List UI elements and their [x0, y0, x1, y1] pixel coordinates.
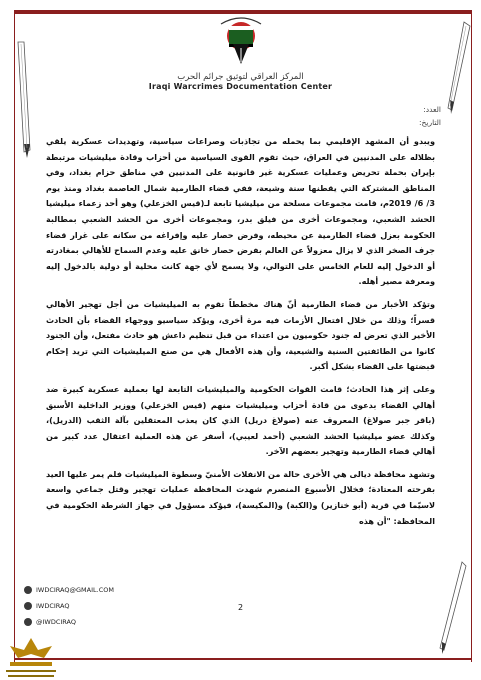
paragraph: وتؤكد الأخبار من قضاء الطارمية أنّ هناك مخططاً تقوم به الميليشيات من أجل تهجير الأهالي قسراً؛ وذلك من خلال افتعال الأزمات فيه مرة أخرى، ويؤكد سياسيو ووجهاء القضاء بأن الحادث الأخير الذي تعرض له جنود حكوميون من اعتداء من قبل تنظيم داعش هو حادث مفتعل، وأن الجنود كانوا من الطائفتين السنية والشيعية، وأن هذه الأفعال هي من صنع الميليشيات التي تريد إحكام قبضتها على القضاء بشكل أكبر. — [46, 298, 435, 372]
number-label: العدد: — [423, 105, 441, 114]
paragraph: ويبدو أن المشهد الإقليمي بما يحمله من تجاذبات وصراعات سياسية، وتهديدات عسكرية يلقي بظلاله على المدنيين في العراق، حيث تقوم القوى السياسية من أحزاب وقادة ميليشيات مرتبطة بإيران بحملة تحريض وعمليات عسكرية غير قانونية على المدنيين في مناطق حزام بغداد، وفي المناطق المشتركة التي يقطنها سنة وشيعة، ففي قضاء الطارمية شمال العاصمة بغداد ومنذ يوم 3/ 6/ 2019م، قامت مجموعات مسلحة من ميليشيا تابعة لـ(قيس الخزعلي) وهو أحد زعماء ميليشيا الحشد الشعبي، ومجموعات أخرى من فيلق بدر، ومجموعات أخرى من الحشد الشعبي بمطالبة الحكومة بعزل قضاء الطارمية عن محيطه، وفرض حصار عليه وإفراغه من سكانه على غرار قضاء جرف الصخر الذي لا يزال معزولاً عن العالم بفرض حصار خانق عليه وعدم السماح للأهالي بمغادرته أو الدخول إليه للعام الخامس على التوالي، ولا يسمح لأي جهة كانت محلية أو دولية بالدخول إليه ومعرفة مصير أهله. — [46, 136, 435, 287]
letterhead — [0, 14, 481, 91]
paragraph: وعلى إثر هذا الحادث؛ قامت القوات الحكومية والميليشيات التابعة لها بعملية عسكرية كبيرة ضد أهالي القضاء بدعوى من قادة أحزاب وميليشيات منهم (قيس الخزعلي) ووزير الداخلية الأسبق (باقر جبر صولاغ) المعروف عنه (صولاغ دريل) الذي كان يعذب المعتقلين بآلة الثقب (الدريل)، وكذلك عضو ميليشيا الحشد الشعبي (أحمد لعيبي)، أسفر عن هذه العملية اعتقال عدد كبير من أهالي قضاء الطارمية وتهجير بعضهم الآخر. — [46, 383, 435, 457]
organization-name-arabic: المركز العراقي لتوثيق جرائم الحرب — [177, 72, 304, 82]
twitter-icon — [24, 618, 32, 626]
date-label: التاريخ: — [419, 118, 441, 127]
page-number: 2 — [237, 603, 244, 612]
forum-watermark-logo-icon — [0, 634, 62, 680]
twitter-text: @IWDCIRAQ — [36, 618, 77, 626]
email-contact[interactable] — [24, 582, 114, 598]
document-body — [46, 134, 435, 536]
organization-logo-icon — [211, 14, 271, 70]
bottom-border-rule — [14, 658, 472, 660]
twitter-contact[interactable] — [24, 614, 114, 630]
document-meta — [419, 103, 441, 129]
email-text: IWDCIRAQ@GMAIL.COM — [36, 586, 114, 594]
email-icon — [24, 586, 32, 594]
paragraph: وتشهد محافظة ديالى هي الأخرى حالة من الانفلات الأمنيّ وسطوة الميليشيات فلم يمر عليها العيد بفرحته المعتادة؛ فخلال الأسبوع المنصرم شهدت المحافظة عمليات تهجير وقتل جماعي واسعة لاسيّما في قرية (أبو خنازير) و(الكبة) و(المكيسة)، فيؤكد مسؤول في جهاز الشرطة الحكومية في المحافظة: "أن هذه — [46, 468, 435, 526]
organization-name-english: Iraqi Warcrimes Documentation Center — [148, 82, 333, 91]
facebook-text: IWDCIRAQ — [36, 602, 70, 610]
